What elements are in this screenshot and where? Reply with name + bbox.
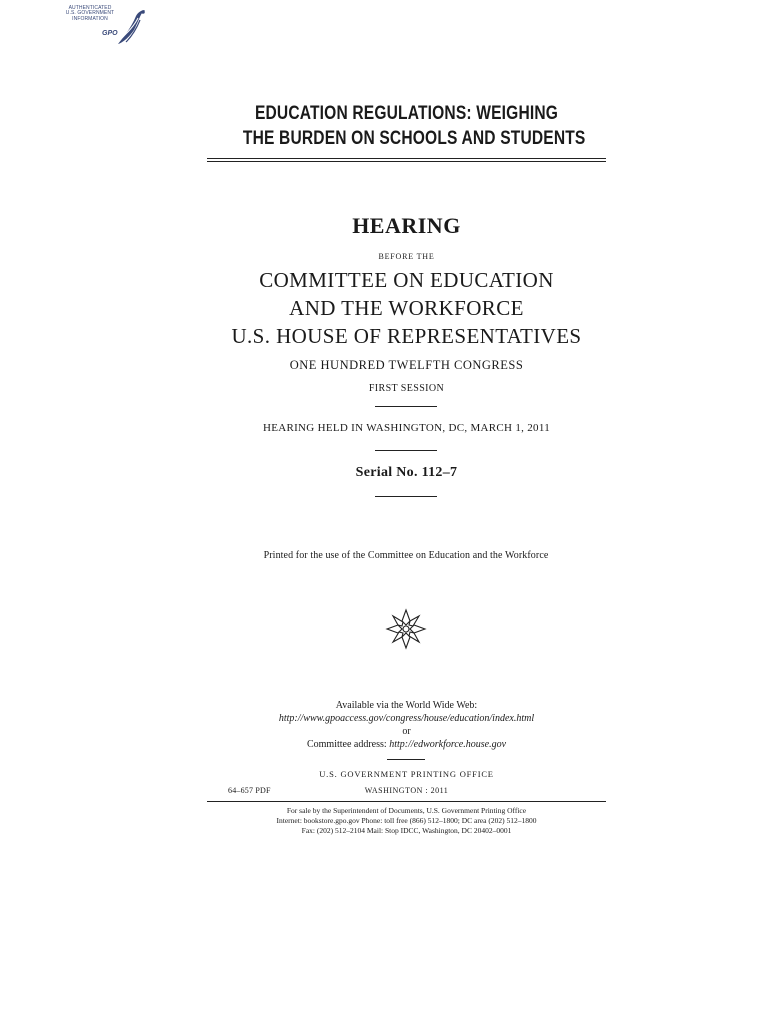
title-line-1: EDUCATION REGULATIONS: WEIGHING (254, 103, 559, 124)
seal-mark: GPO (102, 30, 118, 37)
seal-line: U.S. GOVERNMENT (65, 10, 115, 17)
star-ornament-icon (384, 607, 428, 651)
publication-location: WASHINGTON : 2011 (364, 786, 449, 795)
printed-for-note: Printed for the use of the Committee on Education and the Workforce (263, 550, 549, 561)
printing-office: U.S. GOVERNMENT PRINTING OFFICE (319, 769, 494, 779)
committee-link[interactable]: http://edworkforce.house.gov (389, 739, 507, 750)
committee-address-label: Committee address: (306, 739, 387, 750)
eagle-icon (112, 4, 148, 48)
divider (375, 406, 437, 407)
divider (375, 450, 437, 451)
hearing-held-line: HEARING HELD IN WASHINGTON, DC, MARCH 1, 2011 (262, 422, 551, 434)
serial-number: Serial No. 112–7 (355, 465, 458, 480)
committee-line-2: AND THE WORKFORCE (289, 296, 524, 320)
hearing-title (242, 101, 586, 151)
gpo-seal (58, 4, 148, 48)
divider (375, 496, 437, 497)
footer-divider (207, 801, 606, 802)
hearing-heading: HEARING (352, 213, 461, 238)
web-availability (207, 699, 606, 751)
sale-info (207, 806, 606, 836)
gpoaccess-link[interactable]: http://www.gpoaccess.gov/congress/house/education/index.html (278, 713, 535, 724)
committee-name (207, 266, 606, 350)
or-label: or (402, 726, 411, 737)
divider (387, 759, 425, 760)
committee-address (207, 738, 606, 751)
title-divider (207, 158, 606, 162)
committee-line-3: U.S. HOUSE OF REPRESENTATIVES (231, 324, 582, 348)
title-line-2: THE BURDEN ON SCHOOLS AND STUDENTS (242, 128, 586, 149)
available-label: Available via the World Wide Web: (335, 700, 478, 711)
congress-label: ONE HUNDRED TWELFTH CONGRESS (289, 358, 524, 372)
sale-line-1: For sale by the Superintendent of Documents, U.S. Government Printing Office (286, 806, 527, 815)
sale-line-2: Internet: bookstore.gpo.gov Phone: toll free (866) 512–1800; DC area (202) 512–1800 (276, 816, 537, 825)
session-label: FIRST SESSION (368, 383, 445, 394)
pdf-id: 64–657 PDF (228, 786, 271, 795)
seal-line: INFORMATION (72, 15, 108, 22)
sale-line-3: Fax: (202) 512–2104 Mail: Stop IDCC, Washington, DC 20402–0001 (301, 826, 512, 835)
before-the-label: BEFORE THE (378, 252, 435, 261)
seal-line: AUTHENTICATED (68, 5, 112, 11)
committee-line-1: COMMITTEE ON EDUCATION (259, 268, 554, 292)
